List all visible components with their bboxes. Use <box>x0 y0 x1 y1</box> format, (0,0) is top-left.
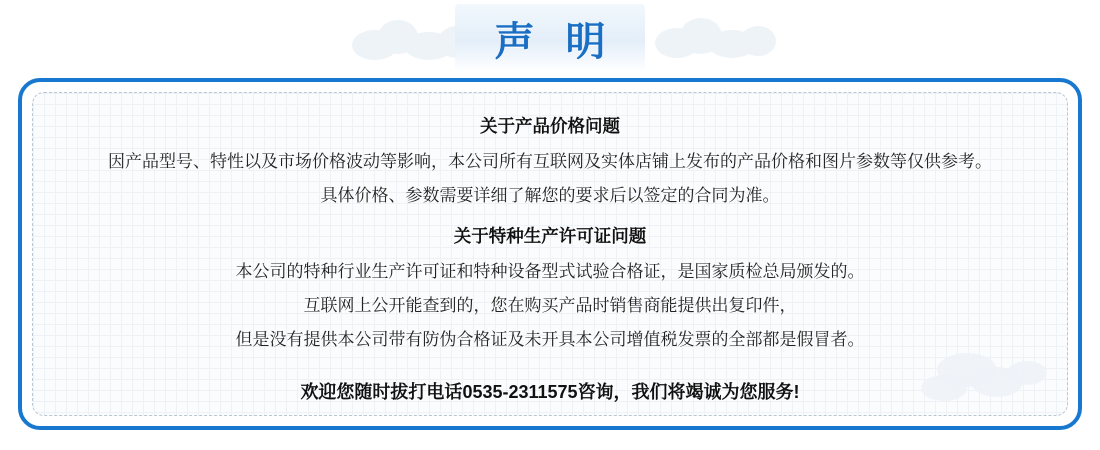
section-heading-license: 关于特种生产许可证问题 <box>453 226 647 246</box>
section-price-line-2: 具体价格、参数需要详细了解您的要求后以签定的合同为准。 <box>320 186 780 205</box>
statement-panel <box>32 92 1068 416</box>
cloud-decoration-icon <box>740 26 776 56</box>
cloud-decoration-icon <box>1007 361 1047 385</box>
section-heading-price: 关于产品价格问题 <box>480 116 620 136</box>
section-license-line-1: 本公司的特种行业生产许可证和特种设备型式试验合格证，是国家质检总局颁发的。 <box>235 262 865 281</box>
section-license-line-3: 但是没有提供本公司带有防伪合格证及未开具本公司增值税发票的全部都是假冒者。 <box>235 330 865 349</box>
statement-frame <box>18 78 1082 430</box>
cloud-decoration-icon <box>921 375 967 401</box>
section-license-line-2: 互联网上公开能查到的，您在购买产品时销售商能提供出复印件， <box>303 296 797 315</box>
contact-suffix: 咨询，我们将竭诚为您服务! <box>577 382 800 402</box>
page-title-badge <box>455 4 645 72</box>
contact-prefix: 欢迎您随时拔打电话 <box>300 382 463 402</box>
page-title: 声 明 <box>494 19 616 64</box>
section-price-line-1: 因产品型号、特性以及市场价格波动等影响，本公司所有互联网及实体店铺上发布的产品价格和图片参数等仅供参考。 <box>108 152 992 171</box>
contact-line <box>300 375 799 409</box>
title-area <box>0 0 1100 80</box>
contact-phone: 0535-2311575 <box>462 382 578 402</box>
